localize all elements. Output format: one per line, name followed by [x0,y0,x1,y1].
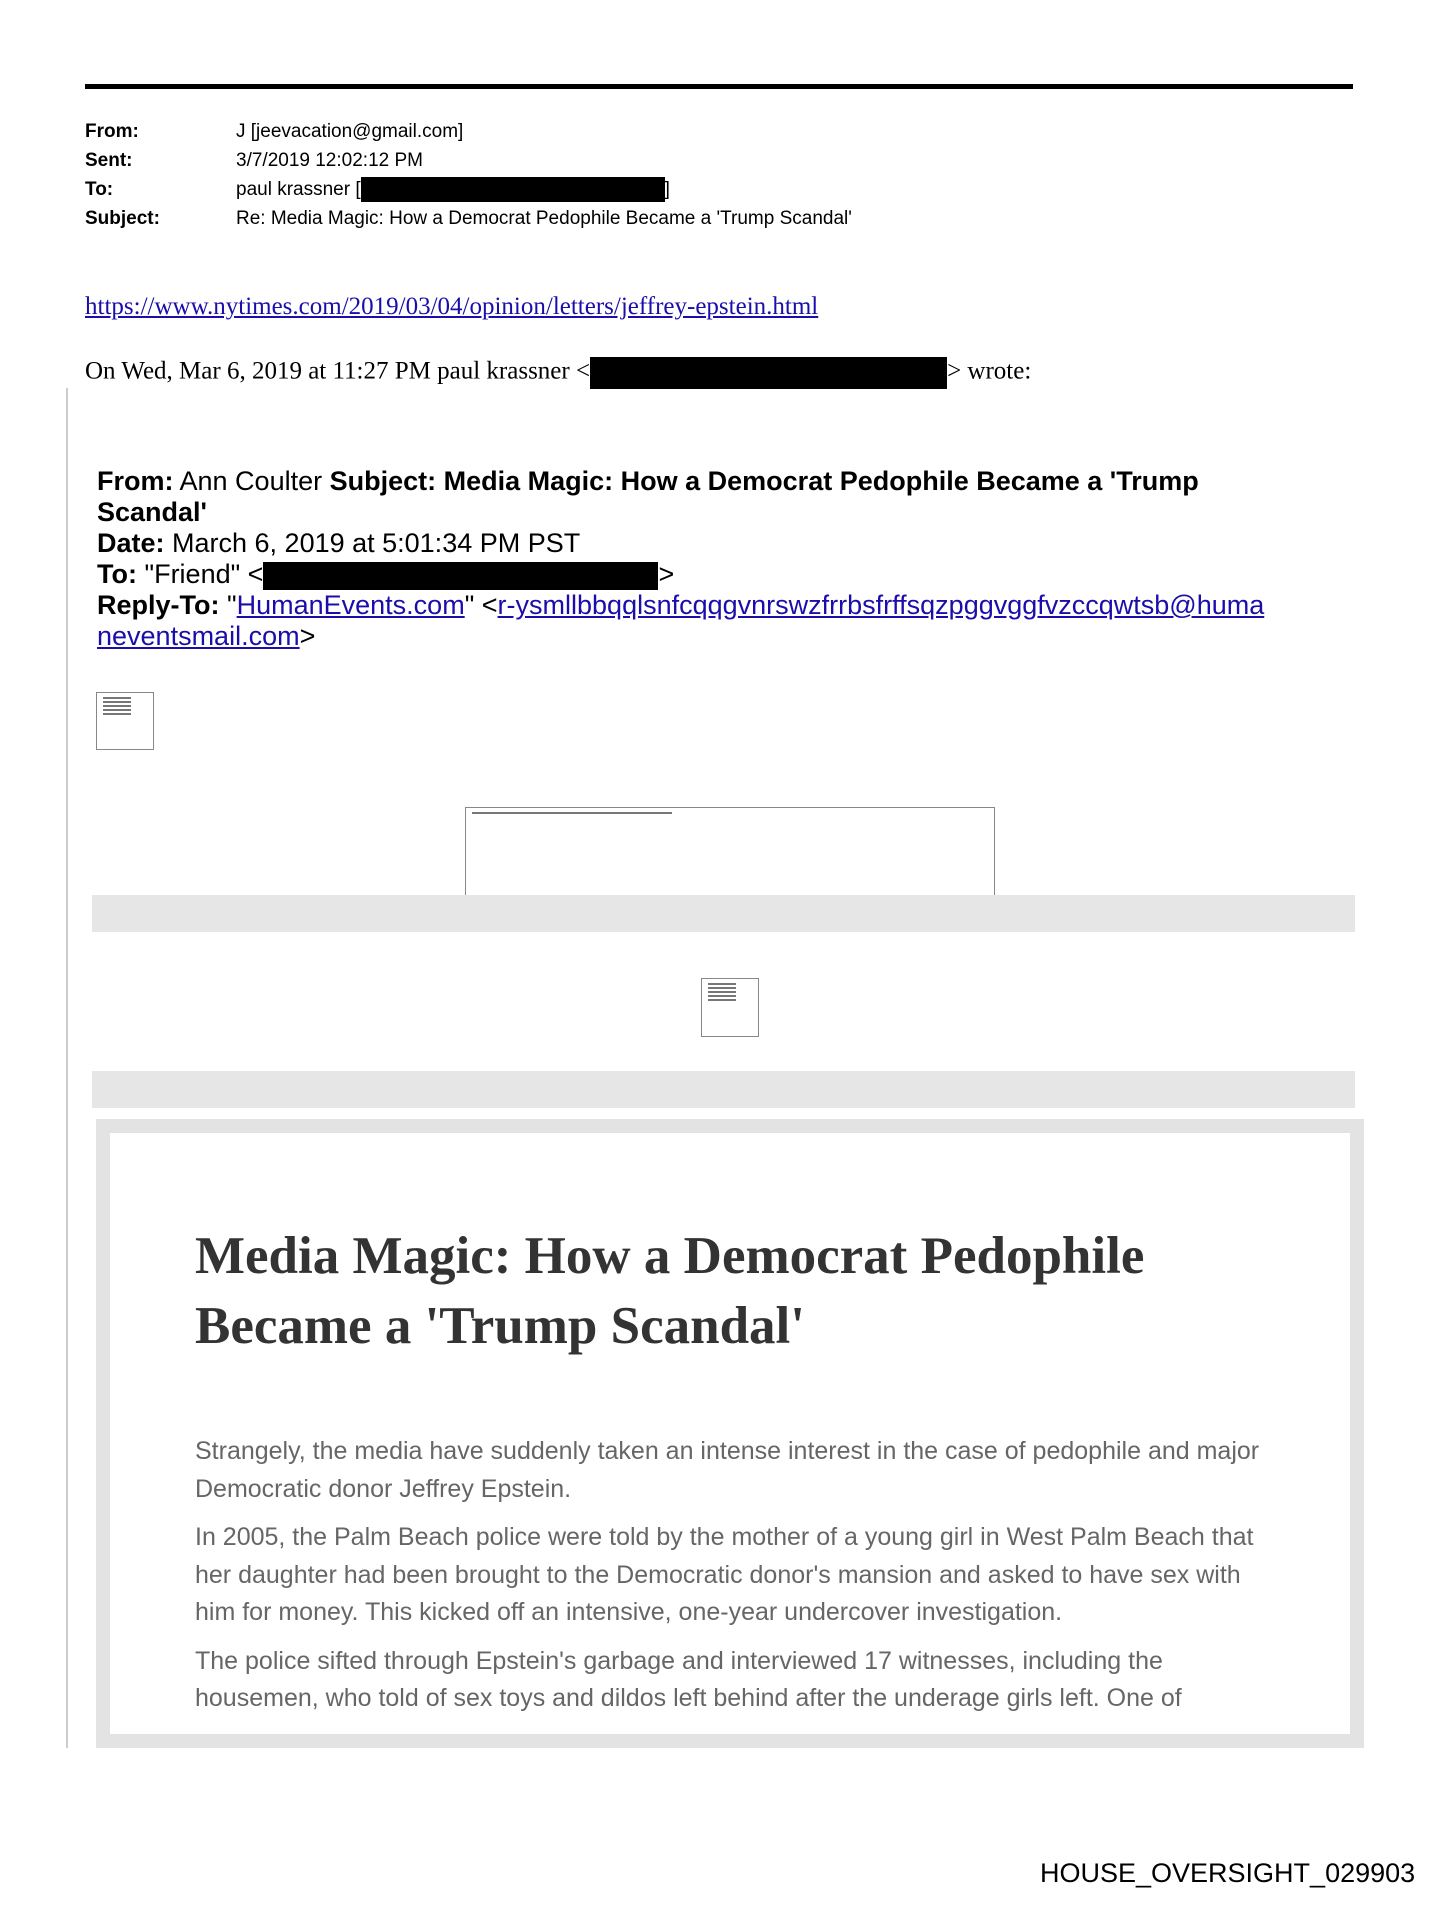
sent-label: Sent: [85,150,133,171]
quote-intro [85,357,1031,389]
bracket: > [299,621,316,651]
article-card [96,1119,1364,1748]
redaction [590,357,947,389]
quote-bar [66,388,68,1748]
to-value-suffix: ] [664,179,670,200]
from-label: From: [85,121,139,142]
nytimes-link-line [85,293,818,321]
to-row [85,175,670,204]
broken-image-icon [701,978,759,1037]
sent-value: 3/7/2019 12:02:12 PM [236,150,423,171]
fwd-to-suffix: > [658,559,675,589]
article-title: Media Magic: How a Democrat Pedophile Became a 'Trump Scandal' [195,1227,1145,1355]
from-row [85,117,463,146]
sent-row [85,146,423,175]
header-rule [85,84,1353,89]
fwd-from-value: Ann Coulter [173,466,330,496]
forwarded-header [97,466,1277,652]
fwd-subject-value: Media Magic: How a Democrat Pedophile Became a 'Trump Scandal' [97,466,1199,527]
nytimes-link[interactable]: https://www.nytimes.com/2019/03/04/opinion/letters/jeffrey-epstein.html [85,293,819,320]
subject-row [85,204,852,233]
from-value: J [jeevacation@gmail.com] [236,121,464,142]
humanevents-link[interactable]: HumanEvents.com [236,590,465,620]
subject-value: Re: Media Magic: How a Democrat Pedophile Became a 'Trump Scandal' [236,208,852,229]
quote-intro-suffix: > wrote: [947,357,1032,385]
fwd-date-label: Date: [97,528,165,558]
fwd-to-value: "Friend" < [136,559,264,589]
fwd-date-value: March 6, 2019 at 5:01:34 PM PST [164,528,581,558]
article-paragraph: Strangely, the media have suddenly taken an intense interest in the case of pedophile and major Democratic donor Jeffrey Epstein. [195,1437,1260,1503]
fwd-to-label: To: [97,559,137,589]
to-label: To: [85,179,114,200]
fwd-from-label: From: [97,466,174,496]
redaction [361,177,665,202]
subject-label: Subject: [85,208,160,229]
article-paragraph: The police sifted through Epstein's garbage and interviewed 17 witnesses, including the housemen, who told of sex toys and dildos left behind after the underage girls left. One of [195,1646,1182,1712]
article-body [195,1433,1285,1729]
fwd-replyto-label: Reply-To: [97,590,220,620]
replyto-email-link[interactable]: r-ysmllbbqqlsnfcqqgvnrswzfrrbsfrffsqzpggvggfvzccqwtsb@humaneventsmail.com [97,590,1265,651]
spacer-bar [92,1071,1355,1108]
broken-image-banner [465,807,995,903]
fwd-subject-label: Subject: [329,466,437,496]
spacer-bar [92,895,1355,932]
redaction [263,562,658,590]
quote: " [219,590,237,620]
quote: " < [464,590,498,620]
bates-number: HOUSE_OVERSIGHT_029903 [1040,1858,1416,1888]
quote-intro-text: On Wed, Mar 6, 2019 at 11:27 PM paul krassner < [85,357,591,385]
broken-image-icon [96,692,154,750]
to-value: paul krassner [ [236,179,361,200]
article-paragraph: In 2005, the Palm Beach police were told by the mother of a young girl in West Palm Beach that her daughter had been brought to the Democratic donor's mansion and asked to have sex with him for money. This kicked off an intensive, one-year undercover investigation. [195,1523,1254,1626]
